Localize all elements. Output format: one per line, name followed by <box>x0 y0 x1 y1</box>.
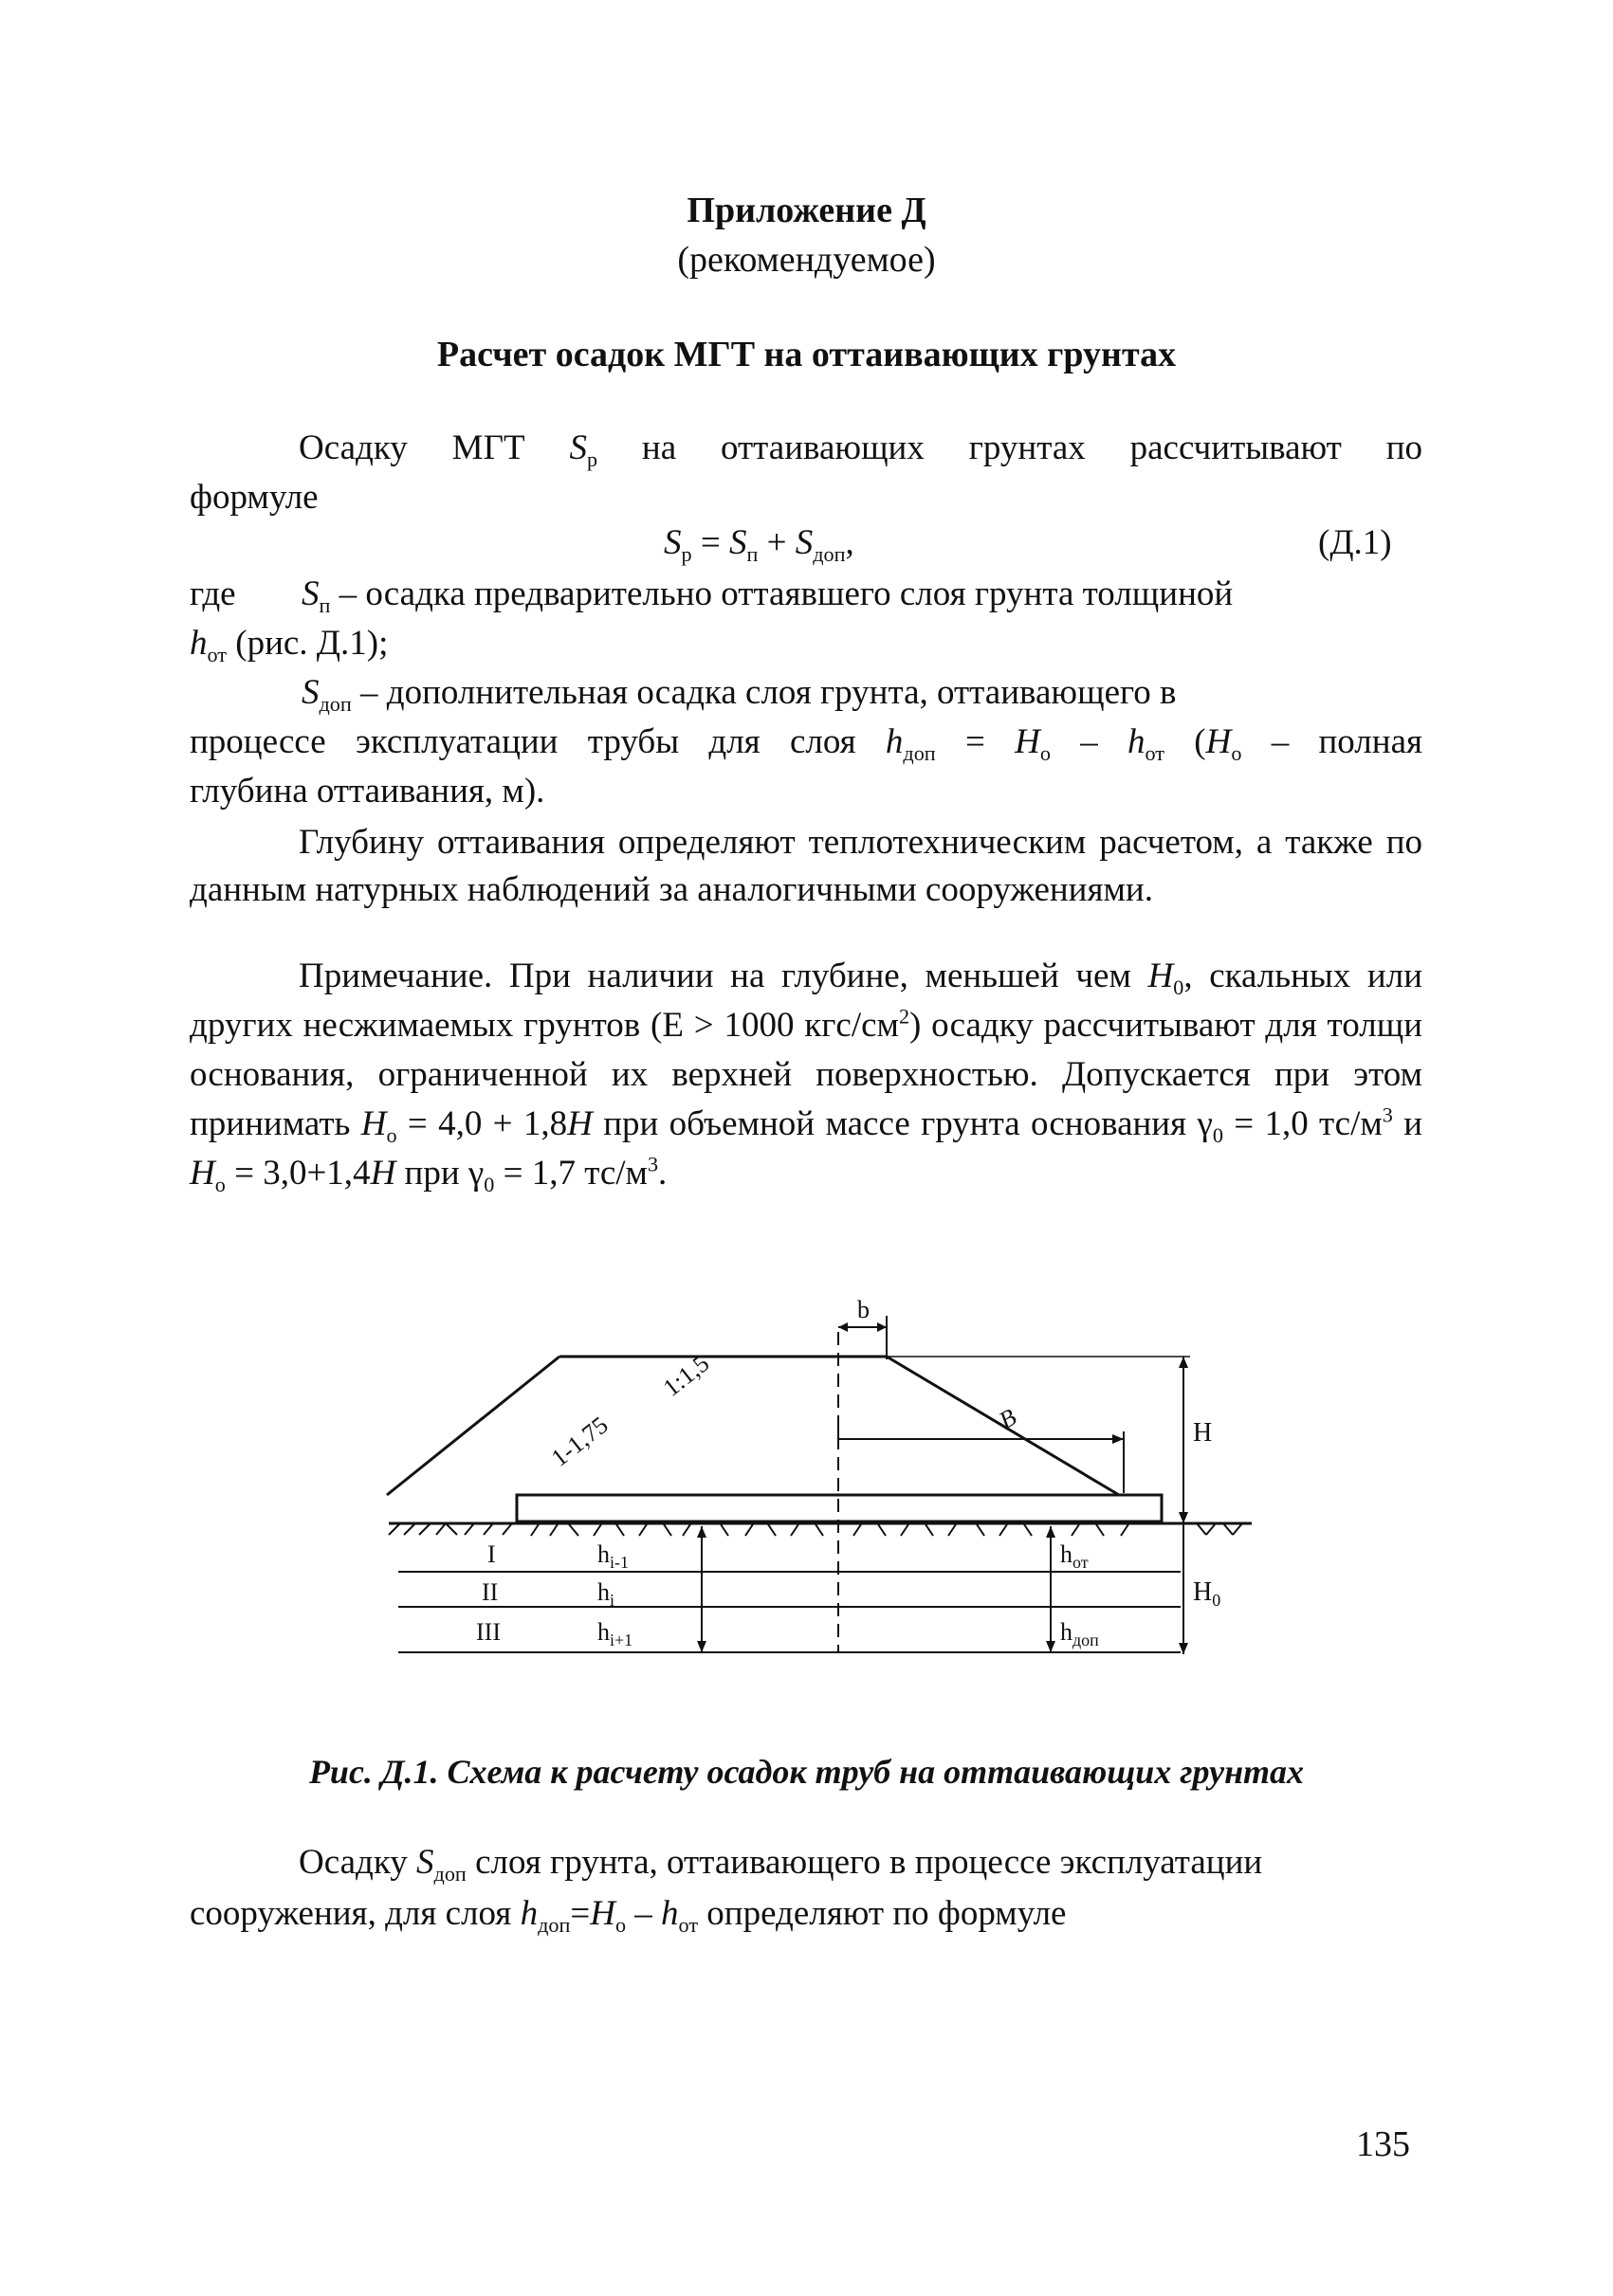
paragraph-thaw-depth: Глубину оттаивания определяют теплотехническим расчетом, а также по данным натурных наблюдений за аналогичными сооружениями. <box>190 823 1422 909</box>
embankment-left-slope <box>387 1357 559 1495</box>
page-number: 135 <box>1356 2124 1410 2164</box>
layer-II: II <box>482 1578 499 1606</box>
ground-hatching <box>389 1523 1242 1536</box>
note-paragraph: Примечание. При наличии на глубине, меньшей чем $H_0$, скальных или других несжимаемых грунтов (Е > 1000 кгс/$см^2$) осадку рассчитывают для толщи основания, ограниченной их верхней поверхностью. Допускается при этом принимать $H_о = 4,0 + 1,8H$ при объемной массе грунта основания $\gamma_0 = 1,0$ $тс/м^3$ и $H_о = 3,0+1,4H$ при $\gamma_0 = 1,7$ $тс/м^3$. <box>190 957 1423 1196</box>
label-h-i: $h_i$ <box>597 1578 615 1610</box>
label-h-i-plus-1: $h_{i+1}$ <box>597 1618 633 1649</box>
formula-d1: $S_р = S_п + S_{доп}$, <box>664 523 854 566</box>
intro-line-1: Осадку МГТ $S_р$ на оттаивающих грунтах рассчитывают по <box>299 428 1422 471</box>
where-label: где <box>190 574 236 613</box>
layer-I: I <box>487 1540 496 1568</box>
final-para-line-2: сооружения, для слоя $h_{доп}=H_о - h_{от}$ определяют по формуле <box>190 1894 1067 1937</box>
where-line-3: глубина оттаивания, м). <box>190 772 545 811</box>
label-H0: $H_0$ <box>1193 1577 1221 1610</box>
arrowheads <box>697 1322 1188 1654</box>
intro-line-2: формуле <box>190 478 319 517</box>
final-para-line-1: Осадку $S_{доп}$ слоя грунта, оттаивающего в процессе эксплуатации <box>299 1843 1263 1886</box>
section-title: Расчет осадок МГТ на оттаивающих грунтах <box>436 335 1177 374</box>
appendix-note: (рекомендуемое) <box>677 240 936 280</box>
layer-III: III <box>476 1618 501 1646</box>
formula-number: (Д.1) <box>1318 523 1392 562</box>
figure-embankment-diagram <box>370 1299 1280 1697</box>
label-B: B <box>994 1403 1021 1435</box>
appendix-title: Приложение Д <box>687 191 926 230</box>
label-h-ot: $h_{от}$ <box>1060 1540 1089 1572</box>
figure-caption: Рис. Д.1. Схема к расчету осадок труб на оттаивающих грунтах <box>308 1753 1305 1791</box>
label-slope-1-1-5: 1:1,5 <box>657 1349 715 1402</box>
label-slope-1-1-75: 1-1,75 <box>545 1411 614 1472</box>
label-h-i-1: $h_{i-1}$ <box>597 1540 629 1572</box>
label-h-dop: $h_{доп}$ <box>1060 1618 1099 1649</box>
where-sn-line: $S_п$ – осадка предварительно оттаявшего слоя грунта толщиной <box>302 574 1234 617</box>
label-H: H <box>1193 1418 1213 1448</box>
where-hot-line: $h_{от}$ (рис. Д.1); <box>190 624 389 666</box>
label-b: b <box>857 1299 870 1323</box>
where-sdop-line: $S_{доп}$ – дополнительная осадка слоя грунта, оттаивающего в <box>302 673 1177 716</box>
where-line-2: процессе эксплуатации трубы для слоя $h_{доп} = H_о - h_{от}$ ($H_о$ – полная <box>190 722 1423 765</box>
